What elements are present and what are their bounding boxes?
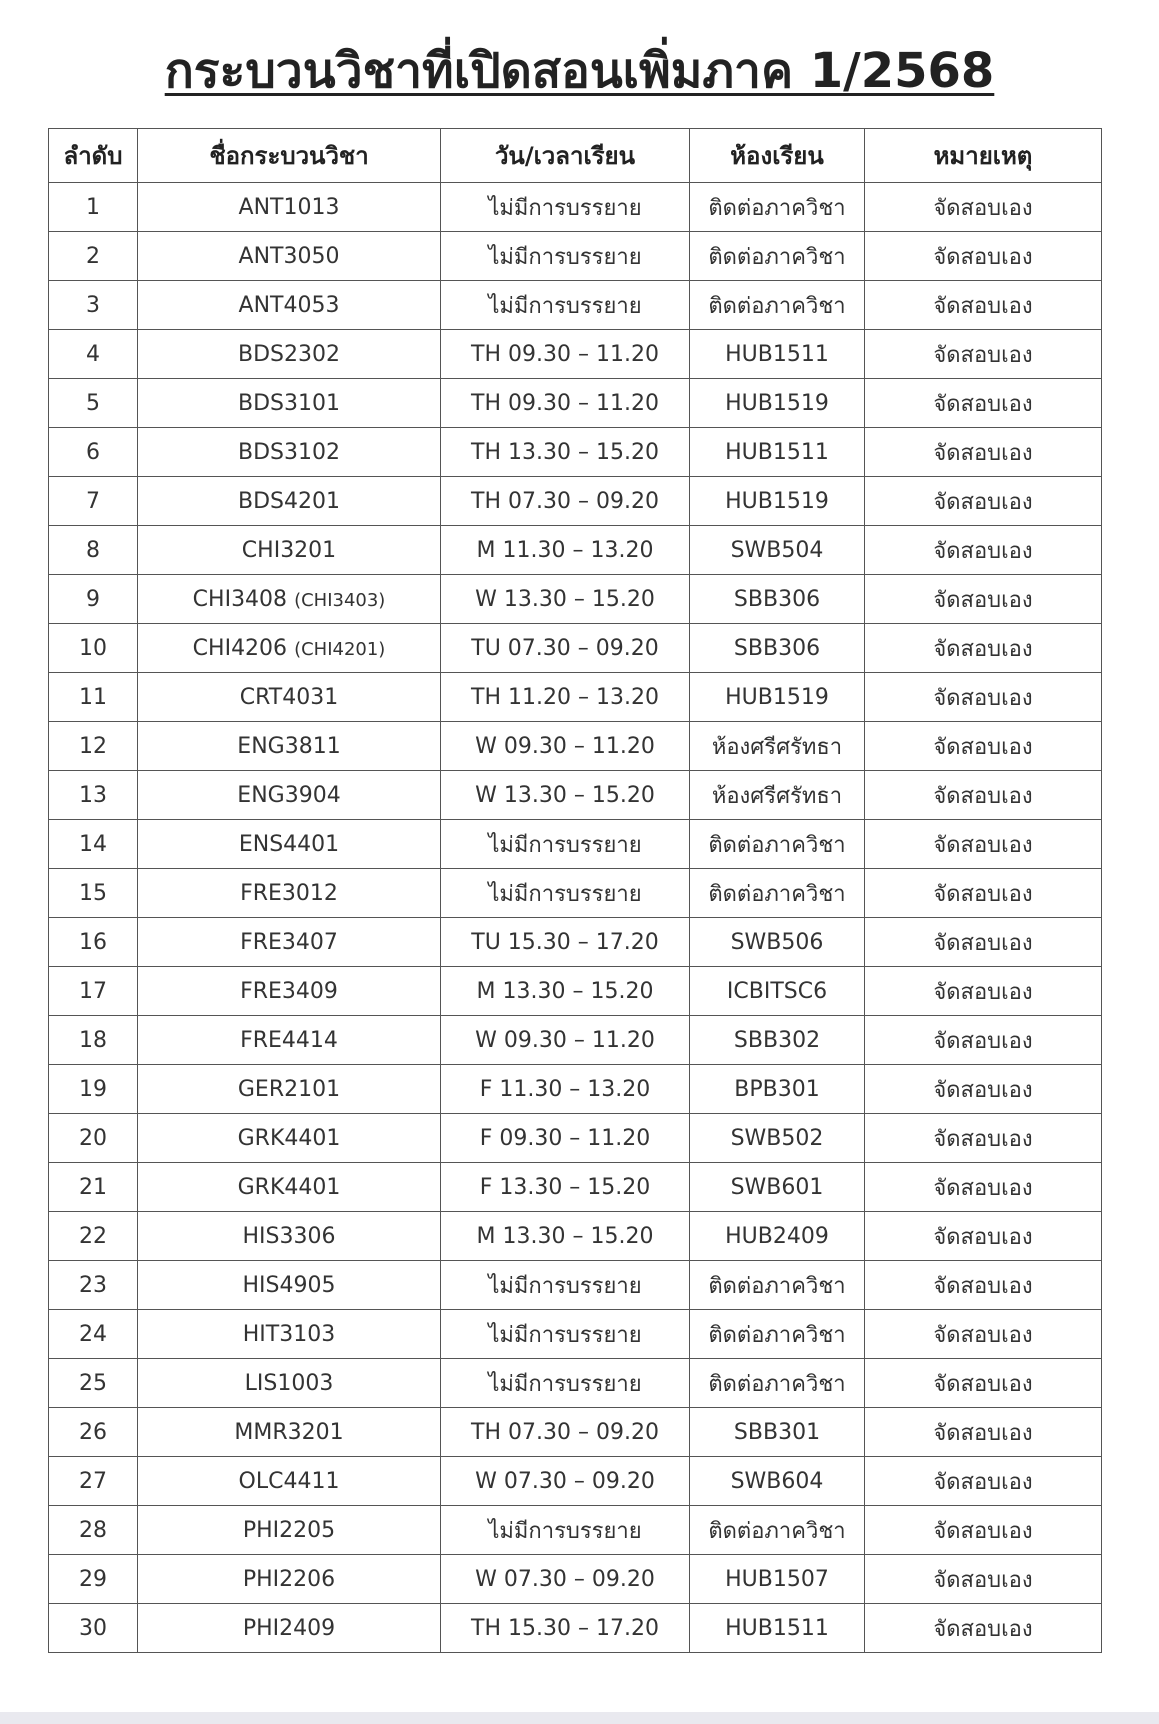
room-cell: ห้องศรีศรัทธา <box>690 722 865 771</box>
course-code: GRK4401 <box>237 1125 341 1151</box>
row-number-cell: 22 <box>49 1212 138 1261</box>
schedule-cell: TU 07.30 – 09.20 <box>441 624 690 673</box>
row-number-cell: 8 <box>49 526 138 575</box>
row-number-cell: 16 <box>49 918 138 967</box>
room-cell: HUB1511 <box>690 1604 865 1653</box>
row-number-cell: 3 <box>49 281 138 330</box>
note-cell: จัดสอบเอง <box>865 1359 1102 1408</box>
row-number-cell: 6 <box>49 428 138 477</box>
course-code: LIS1003 <box>244 1370 334 1396</box>
room-cell: ติดต่อภาควิชา <box>690 183 865 232</box>
course-code-cell <box>138 428 441 477</box>
room-cell: BPB301 <box>690 1065 865 1114</box>
note-cell: จัดสอบเอง <box>865 1457 1102 1506</box>
table-row <box>49 183 1102 232</box>
note-cell: จัดสอบเอง <box>865 1555 1102 1604</box>
course-code-cell <box>138 673 441 722</box>
row-number-cell: 4 <box>49 330 138 379</box>
schedule-cell: W 13.30 – 15.20 <box>441 575 690 624</box>
table-row <box>49 1163 1102 1212</box>
table-row <box>49 575 1102 624</box>
room-cell: HUB1519 <box>690 477 865 526</box>
schedule-cell: TH 11.20 – 13.20 <box>441 673 690 722</box>
schedule-cell: ไม่มีการบรรยาย <box>441 1261 690 1310</box>
course-code-cell <box>138 1065 441 1114</box>
row-number-cell: 14 <box>49 820 138 869</box>
note-cell: จัดสอบเอง <box>865 1506 1102 1555</box>
note-cell: จัดสอบเอง <box>865 673 1102 722</box>
header-row <box>49 129 1102 183</box>
page-title <box>0 36 1159 106</box>
room-cell: ICBITSC6 <box>690 967 865 1016</box>
room-cell: ห้องศรีศรัทธา <box>690 771 865 820</box>
schedule-cell: W 09.30 – 11.20 <box>441 1016 690 1065</box>
note-cell: จัดสอบเอง <box>865 1163 1102 1212</box>
table-row <box>49 1604 1102 1653</box>
table-row <box>49 526 1102 575</box>
course-code: BDS3102 <box>238 439 340 465</box>
course-code-cell <box>138 1506 441 1555</box>
room-cell: ติดต่อภาควิชา <box>690 1359 865 1408</box>
course-code: ENG3904 <box>237 782 341 808</box>
course-code-cell <box>138 722 441 771</box>
row-number-cell: 15 <box>49 869 138 918</box>
row-number-cell: 30 <box>49 1604 138 1653</box>
course-code-cell <box>138 1212 441 1261</box>
row-number-cell: 13 <box>49 771 138 820</box>
table-row <box>49 771 1102 820</box>
course-code: GER2101 <box>237 1076 341 1102</box>
course-alt-code: (CHI4201) <box>294 638 386 660</box>
column-header-room: ห้องเรียน <box>690 129 865 183</box>
table-row <box>49 428 1102 477</box>
schedule-cell: W 09.30 – 11.20 <box>441 722 690 771</box>
table-row <box>49 1359 1102 1408</box>
schedule-cell: ไม่มีการบรรยาย <box>441 232 690 281</box>
schedule-cell: M 11.30 – 13.20 <box>441 526 690 575</box>
row-number-cell: 1 <box>49 183 138 232</box>
table-row <box>49 379 1102 428</box>
row-number-cell: 27 <box>49 1457 138 1506</box>
note-cell: จัดสอบเอง <box>865 918 1102 967</box>
table-row <box>49 1506 1102 1555</box>
row-number-cell: 21 <box>49 1163 138 1212</box>
table-row <box>49 820 1102 869</box>
row-number-cell: 5 <box>49 379 138 428</box>
course-code-cell <box>138 183 441 232</box>
column-header-note: หมายเหตุ <box>865 129 1102 183</box>
schedule-cell: ไม่มีการบรรยาย <box>441 820 690 869</box>
course-code: ANT1013 <box>238 194 340 220</box>
table-row <box>49 1114 1102 1163</box>
row-number-cell: 18 <box>49 1016 138 1065</box>
course-code: OLC4411 <box>238 1468 340 1494</box>
room-cell: SWB506 <box>690 918 865 967</box>
room-cell: ติดต่อภาควิชา <box>690 1261 865 1310</box>
note-cell: จัดสอบเอง <box>865 232 1102 281</box>
table-row <box>49 477 1102 526</box>
room-cell: ติดต่อภาควิชา <box>690 232 865 281</box>
room-cell: ติดต่อภาควิชา <box>690 1506 865 1555</box>
schedule-cell: TH 07.30 – 09.20 <box>441 477 690 526</box>
course-code-cell <box>138 575 441 624</box>
room-cell: SBB306 <box>690 624 865 673</box>
room-cell: SBB306 <box>690 575 865 624</box>
course-code: GRK4401 <box>237 1174 341 1200</box>
course-code: MMR3201 <box>234 1419 344 1445</box>
row-number-cell: 28 <box>49 1506 138 1555</box>
course-code: PHI2205 <box>242 1517 336 1543</box>
row-number-cell: 17 <box>49 967 138 1016</box>
course-code: BDS2302 <box>238 341 340 367</box>
course-code-cell <box>138 1457 441 1506</box>
course-code: CRT4031 <box>239 684 339 710</box>
schedule-cell: M 13.30 – 15.20 <box>441 967 690 1016</box>
course-code: PHI2409 <box>242 1615 336 1641</box>
course-code: HIS4905 <box>242 1272 336 1298</box>
room-cell: ติดต่อภาควิชา <box>690 869 865 918</box>
note-cell: จัดสอบเอง <box>865 1310 1102 1359</box>
room-cell: ติดต่อภาควิชา <box>690 281 865 330</box>
room-cell: HUB1519 <box>690 379 865 428</box>
row-number-cell: 25 <box>49 1359 138 1408</box>
course-code: BDS4201 <box>238 488 340 514</box>
course-code-cell <box>138 967 441 1016</box>
schedule-cell: W 13.30 – 15.20 <box>441 771 690 820</box>
note-cell: จัดสอบเอง <box>865 281 1102 330</box>
table-row <box>49 722 1102 771</box>
course-code: ENG3811 <box>237 733 341 759</box>
note-cell: จัดสอบเอง <box>865 183 1102 232</box>
course-code: CHI4206 <box>192 635 288 661</box>
room-cell: SWB504 <box>690 526 865 575</box>
row-number-cell: 26 <box>49 1408 138 1457</box>
note-cell: จัดสอบเอง <box>865 526 1102 575</box>
note-cell: จัดสอบเอง <box>865 1016 1102 1065</box>
table-row <box>49 624 1102 673</box>
note-cell: จัดสอบเอง <box>865 722 1102 771</box>
course-code: CHI3408 <box>192 586 288 612</box>
course-code: ENS4401 <box>238 831 340 857</box>
table-row <box>49 1310 1102 1359</box>
table-row <box>49 281 1102 330</box>
table-row <box>49 869 1102 918</box>
room-cell: ติดต่อภาควิชา <box>690 820 865 869</box>
schedule-cell: TH 07.30 – 09.20 <box>441 1408 690 1457</box>
table-row <box>49 967 1102 1016</box>
column-header-schedule: วัน/เวลาเรียน <box>441 129 690 183</box>
course-code-cell <box>138 771 441 820</box>
note-cell: จัดสอบเอง <box>865 379 1102 428</box>
bottom-edge-shade <box>0 1712 1159 1724</box>
schedule-cell: ไม่มีการบรรยาย <box>441 1310 690 1359</box>
note-cell: จัดสอบเอง <box>865 1408 1102 1457</box>
room-cell: SBB302 <box>690 1016 865 1065</box>
note-cell: จัดสอบเอง <box>865 1114 1102 1163</box>
course-code-cell <box>138 918 441 967</box>
course-code-cell <box>138 232 441 281</box>
note-cell: จัดสอบเอง <box>865 967 1102 1016</box>
table-body <box>49 183 1102 1653</box>
row-number-cell: 23 <box>49 1261 138 1310</box>
note-cell: จัดสอบเอง <box>865 330 1102 379</box>
course-code-cell <box>138 1261 441 1310</box>
note-cell: จัดสอบเอง <box>865 624 1102 673</box>
course-code-cell <box>138 1555 441 1604</box>
course-code-cell <box>138 1016 441 1065</box>
course-table <box>48 128 1102 1653</box>
row-number-cell: 24 <box>49 1310 138 1359</box>
course-code: BDS3101 <box>238 390 340 416</box>
note-cell: จัดสอบเอง <box>865 869 1102 918</box>
course-code: PHI2206 <box>242 1566 336 1592</box>
room-cell: SBB301 <box>690 1408 865 1457</box>
schedule-cell: ไม่มีการบรรยาย <box>441 1506 690 1555</box>
schedule-cell: ไม่มีการบรรยาย <box>441 869 690 918</box>
course-code-cell <box>138 379 441 428</box>
schedule-cell: W 07.30 – 09.20 <box>441 1555 690 1604</box>
table-row <box>49 232 1102 281</box>
schedule-cell: F 09.30 – 11.20 <box>441 1114 690 1163</box>
row-number-cell: 11 <box>49 673 138 722</box>
note-cell: จัดสอบเอง <box>865 428 1102 477</box>
schedule-cell: ไม่มีการบรรยาย <box>441 281 690 330</box>
course-alt-code: (CHI3403) <box>294 589 386 611</box>
course-code: FRE3407 <box>240 929 338 955</box>
table-row <box>49 1408 1102 1457</box>
course-code: ANT3050 <box>238 243 340 269</box>
row-number-cell: 20 <box>49 1114 138 1163</box>
table-row <box>49 1555 1102 1604</box>
table-row <box>49 918 1102 967</box>
room-cell: SWB601 <box>690 1163 865 1212</box>
course-code-cell <box>138 624 441 673</box>
room-cell: ติดต่อภาควิชา <box>690 1310 865 1359</box>
room-cell: HUB1507 <box>690 1555 865 1604</box>
room-cell: HUB1511 <box>690 330 865 379</box>
row-number-cell: 19 <box>49 1065 138 1114</box>
schedule-cell: TH 09.30 – 11.20 <box>441 379 690 428</box>
schedule-cell: W 07.30 – 09.20 <box>441 1457 690 1506</box>
course-code: HIT3103 <box>242 1321 336 1347</box>
course-code: FRE3409 <box>240 978 338 1004</box>
course-code-cell <box>138 330 441 379</box>
schedule-cell: TH 13.30 – 15.20 <box>441 428 690 477</box>
room-cell: SWB502 <box>690 1114 865 1163</box>
course-code-cell <box>138 869 441 918</box>
course-code: HIS3306 <box>242 1223 336 1249</box>
schedule-cell: F 13.30 – 15.20 <box>441 1163 690 1212</box>
course-code: FRE4414 <box>240 1027 338 1053</box>
course-code-cell <box>138 1359 441 1408</box>
row-number-cell: 29 <box>49 1555 138 1604</box>
note-cell: จัดสอบเอง <box>865 1212 1102 1261</box>
note-cell: จัดสอบเอง <box>865 575 1102 624</box>
schedule-cell: ไม่มีการบรรยาย <box>441 1359 690 1408</box>
column-header-no: ลำดับ <box>49 129 138 183</box>
note-cell: จัดสอบเอง <box>865 477 1102 526</box>
course-code: ANT4053 <box>238 292 340 318</box>
table-row <box>49 673 1102 722</box>
note-cell: จัดสอบเอง <box>865 820 1102 869</box>
column-header-course: ชื่อกระบวนวิชา <box>138 129 441 183</box>
room-cell: HUB1511 <box>690 428 865 477</box>
course-code-cell <box>138 1163 441 1212</box>
schedule-cell: TH 09.30 – 11.20 <box>441 330 690 379</box>
schedule-cell: M 13.30 – 15.20 <box>441 1212 690 1261</box>
row-number-cell: 9 <box>49 575 138 624</box>
course-code-cell <box>138 281 441 330</box>
room-cell: HUB2409 <box>690 1212 865 1261</box>
row-number-cell: 12 <box>49 722 138 771</box>
note-cell: จัดสอบเอง <box>865 771 1102 820</box>
note-cell: จัดสอบเอง <box>865 1604 1102 1653</box>
row-number-cell: 7 <box>49 477 138 526</box>
row-number-cell: 2 <box>49 232 138 281</box>
course-code-cell <box>138 1310 441 1359</box>
schedule-cell: ไม่มีการบรรยาย <box>441 183 690 232</box>
note-cell: จัดสอบเอง <box>865 1261 1102 1310</box>
row-number-cell: 10 <box>49 624 138 673</box>
course-code: CHI3201 <box>241 537 337 563</box>
note-cell: จัดสอบเอง <box>865 1065 1102 1114</box>
table-row <box>49 1457 1102 1506</box>
room-cell: SWB604 <box>690 1457 865 1506</box>
schedule-cell: F 11.30 – 13.20 <box>441 1065 690 1114</box>
room-cell: HUB1519 <box>690 673 865 722</box>
schedule-cell: TH 15.30 – 17.20 <box>441 1604 690 1653</box>
page-title-text: กระบวนวิชาที่เปิดสอนเพิ่มภาค 1/2568 <box>164 43 995 99</box>
course-code-cell <box>138 526 441 575</box>
schedule-cell: TU 15.30 – 17.20 <box>441 918 690 967</box>
table-row <box>49 1261 1102 1310</box>
course-code-cell <box>138 820 441 869</box>
table-row <box>49 330 1102 379</box>
course-code: FRE3012 <box>240 880 338 906</box>
table-row <box>49 1016 1102 1065</box>
course-code-cell <box>138 1604 441 1653</box>
course-code-cell <box>138 1408 441 1457</box>
table-row <box>49 1065 1102 1114</box>
course-code-cell <box>138 1114 441 1163</box>
table-row <box>49 1212 1102 1261</box>
table-header <box>49 129 1102 183</box>
course-code-cell <box>138 477 441 526</box>
